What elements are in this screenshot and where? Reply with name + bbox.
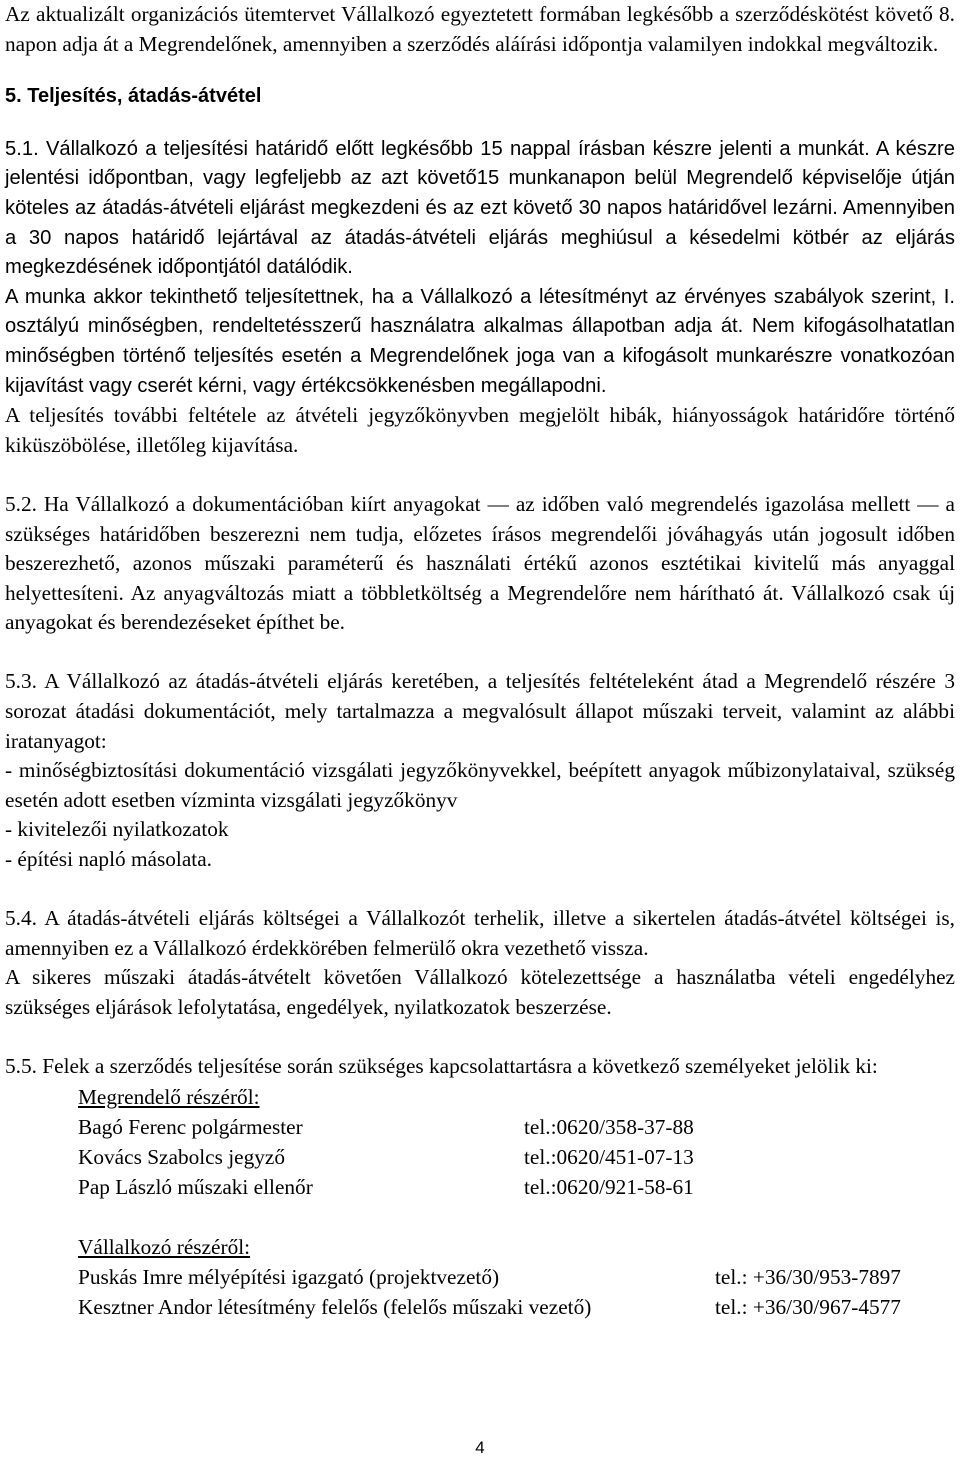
paragraph-5-4-b: A sikeres műszaki átadás-átvételt követően Vállalkozó kötelezettsége a használatba vételi engedélyhez szükséges eljárások lefolytatása, engedélyek, nyilatkozatok beszerzése. <box>5 965 955 1019</box>
paragraph-5-4: 5.4. A átadás-átvételi eljárás költségei a Vállalkozót terhelik, illetve a sikertelen átadás-átvétel költségei is, amennyiben ez a Vállalkozó érdekkörében felmerülő okra vezethető vissza. <box>5 906 955 960</box>
contact-phone: tel.:0620/921-58-61 <box>524 1174 694 1199</box>
contact-phone: tel.: +36/30/967-4577 <box>715 1294 901 1319</box>
contact-name: Kovács Szabolcs jegyző <box>78 1144 285 1169</box>
contact-name: Pap László műszaki ellenőr <box>78 1174 313 1199</box>
vallalkozo-contacts <box>78 1232 955 1322</box>
page-number: 4 <box>475 1438 485 1457</box>
list-item: - kivitelezői nyilatkozatok <box>5 817 229 842</box>
paragraph-5-2: 5.2. Ha Vállalkozó a dokumentációban kiírt anyagokat — az időben való megrendelés igazolása mellett — a szükséges határidőben beszerezni nem tudja, előzetes írásos megrendelői jóváhagyás után jogosult időben beszerezhető, azonos műszaki paraméterű és használati értékű azonos esztétikai kivitelű más anyaggal helyettesíteni. Az anyagváltozás miatt a többletköltség a Megrendelőre nem hárítható át. Vállalkozó csak új anyagokat és berendezéseket építhet be. <box>5 491 955 635</box>
contact-row <box>78 1112 955 1142</box>
contact-row <box>78 1142 955 1172</box>
contact-phone: tel.: +36/30/953-7897 <box>715 1264 901 1289</box>
megrendelo-contacts <box>78 1082 955 1202</box>
contact-name: Puskás Imre mélyépítési igazgató (projektvezető) <box>78 1264 500 1289</box>
paragraph-5-1-b: A munka akkor tekinthető teljesítettnek, ha a Vállalkozó a létesítményt az érvényes szabályok szerint, I. osztályú minőségben, rendeltetésszerű használatra alkalmas állapotban adja át. Nem kifogásolhatatlan minőségben történő teljesítés esetén a Megrendelőnek joga van a kifogásolt munkarészre vonatkozóan kijavítást vagy cserét kérni, vagy értékcsökkenésben megállapodni. <box>5 285 955 397</box>
contact-phone: tel.:0620/451-07-13 <box>524 1144 694 1169</box>
contact-row <box>78 1172 955 1202</box>
paragraph-5-5: 5.5. Felek a szerződés teljesítése során szükséges kapcsolattartásra a következő személyeket jelölik ki: <box>5 1054 878 1079</box>
contact-row <box>78 1262 955 1292</box>
document-page <box>5 0 955 1322</box>
section-heading: 5. Teljesítés, átadás-átvétel <box>5 85 262 108</box>
contact-name: Kesztner Andor létesítmény felelős (felelős műszaki vezető) <box>78 1294 592 1319</box>
list-item: - építési napló másolata. <box>5 847 212 872</box>
megrendelo-label: Megrendelő részéről: <box>78 1084 260 1109</box>
contact-row <box>78 1292 955 1322</box>
contact-phone: tel.:0620/358-37-88 <box>524 1114 694 1139</box>
paragraph-5-1: 5.1. Vállalkozó a teljesítési határidő előtt legkésőbb 15 nappal írásban készre jelenti a munkát. A készre jelentési időpontban, vagy legfeljebb az azt követő15 munkanapon belül Megrendelő képviselője útján köteles az átadás-átvételi eljárást megkezdeni és az ezt követő 30 napos határidővel lezárni. Amennyiben a 30 napos határidő lejártával az átadás-átvételi eljárás meghiúsul a késedelmi kötbér az eljárás megkezdésének időpontjától datálódik. <box>5 137 955 279</box>
intro-paragraph: Az aktualizált organizációs ütemtervet Vállalkozó egyeztetett formában legkésőbb a szerződéskötést követő 8. napon adja át a Megrendelőnek, amennyiben a szerződés aláírási időpontja valamilyen indokkal megváltozik. <box>5 2 955 56</box>
vallalkozo-label: Vállalkozó részéről: <box>78 1234 251 1259</box>
paragraph-5-1-c: A teljesítés további feltétele az átvételi jegyzőkönyvben megjelölt hibák, hiányosságok határidőre történő kiküszöbölése, illetőleg kijavítása. <box>5 403 955 457</box>
contact-name: Bagó Ferenc polgármester <box>78 1114 303 1139</box>
paragraph-5-3: 5.3. A Vállalkozó az átadás-átvételi eljárás keretében, a teljesítés feltételeként átad a Megrendelő részére 3 sorozat átadási dokumentációt, mely tartalmazza a megvalósult állapot műszaki terveit, valamint az alábbi iratanyagot: <box>5 669 955 753</box>
list-item: - minőségbiztosítási dokumentáció vizsgálati jegyzőkönyvekkel, beépített anyagok műbizonylataival, szükség esetén adott esetben vízminta vizsgálati jegyzőkönyv <box>5 758 955 812</box>
